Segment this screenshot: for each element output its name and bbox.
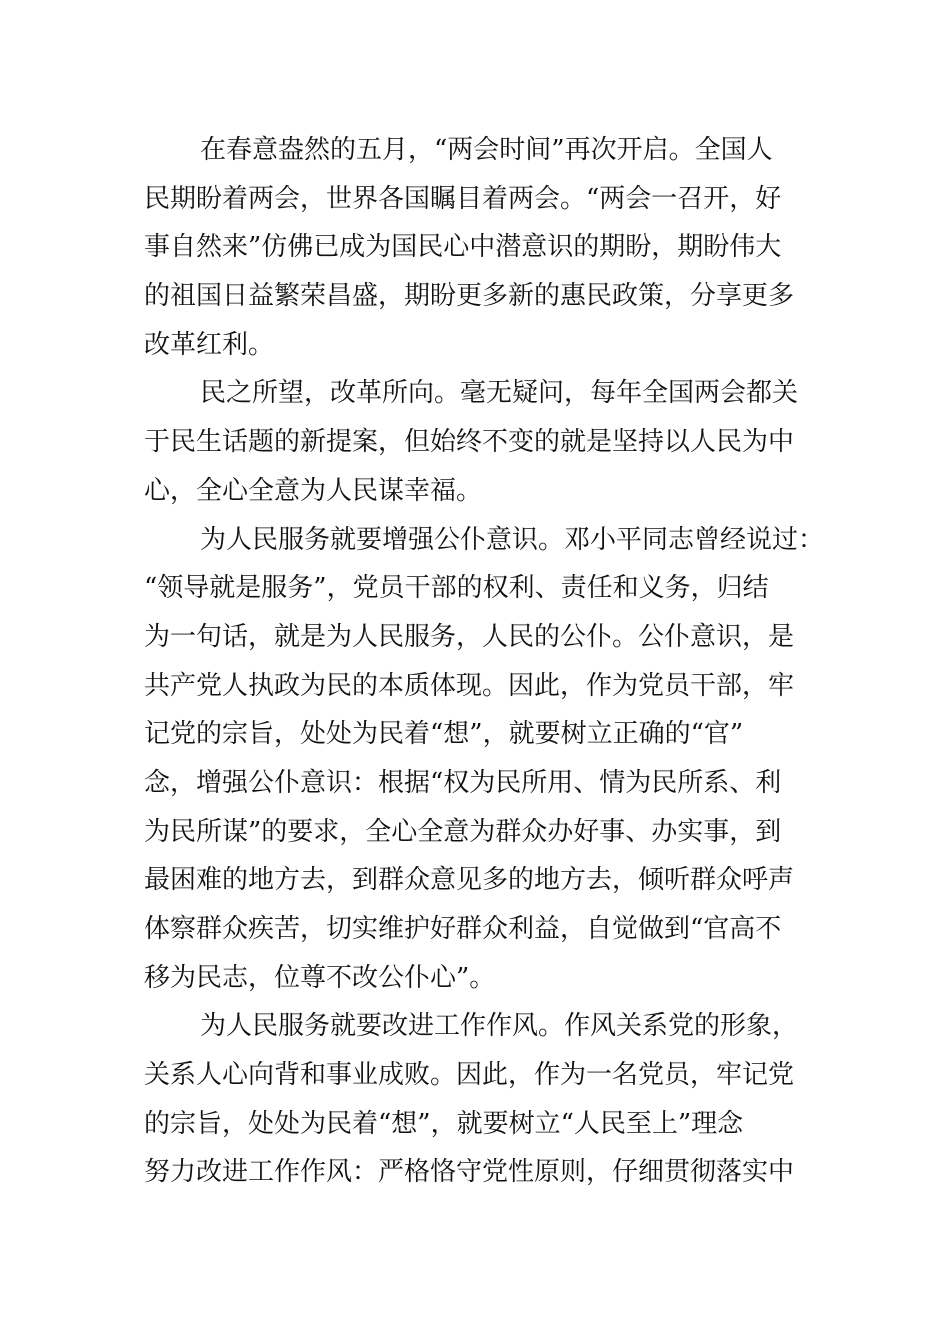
- text-line: 体察群众疾苦，切实维护好群众利益，自觉做到“官高不: [144, 914, 782, 944]
- text-line: 记党的宗旨，处处为民着“想”，就要树立正确的“官”: [144, 719, 744, 750]
- text-line: 事自然来”仿佛已成为国民心中潜意识的期盼，期盼伟大: [144, 232, 782, 263]
- text-line: “领导就是服务”，党员干部的权利、责任和义务，归结: [144, 573, 769, 604]
- text-line: 移为民志，位尊不改公仆心”。: [144, 962, 496, 993]
- text-line: 的祖国日益繁荣昌盛，期盼更多新的惠民政策，分享更多: [144, 281, 795, 312]
- text-line: 民期盼着两会，世界各国瞩目着两会。“两会一召开，好: [144, 183, 782, 214]
- text-line: 改革红利。: [144, 329, 275, 360]
- text-line: 念，增强公仆意识：根据“权为民所用、情为民所系、利: [144, 767, 782, 798]
- text-line: 民之所望，改革所向。毫无疑问，每年全国两会都关: [200, 378, 799, 409]
- text-line: 于民生话题的新提案，但始终不变的就是坚持以人民为中: [144, 427, 795, 458]
- text-line: 在春意盎然的五月，“两会时间”再次开启。全国人: [200, 135, 773, 165]
- text-line: 共产党人执政为民的本质体现。因此，作为党员干部，牢: [144, 670, 795, 701]
- document-body: [144, 126, 825, 1197]
- text-line: 为民所谋”的要求，全心全意为群众办好事、办实事，到: [144, 816, 782, 847]
- text-line: 为人民服务就要改进工作作风。作风关系党的形象，: [200, 1011, 799, 1042]
- text-line: 的宗旨，处处为民着“想”，就要树立“人民至上”理念: [144, 1108, 744, 1139]
- text-line: 为人民服务就要增强公仆意识。邓小平同志曾经说过：: [200, 524, 825, 555]
- text-line: 为一句话，就是为人民服务，人民的公仆。公仆意识，是: [144, 621, 795, 652]
- text-line: 努力改进工作作风：严格恪守党性原则，仔细贯彻落实中: [144, 1157, 795, 1188]
- text-line: 最困难的地方去，到群众意见多的地方去，倾听群众呼声: [144, 865, 795, 896]
- text-line: 关系人心向背和事业成败。因此，作为一名党员，牢记党: [144, 1060, 795, 1091]
- text-line: 心，全心全意为人民谋幸福。: [144, 475, 483, 506]
